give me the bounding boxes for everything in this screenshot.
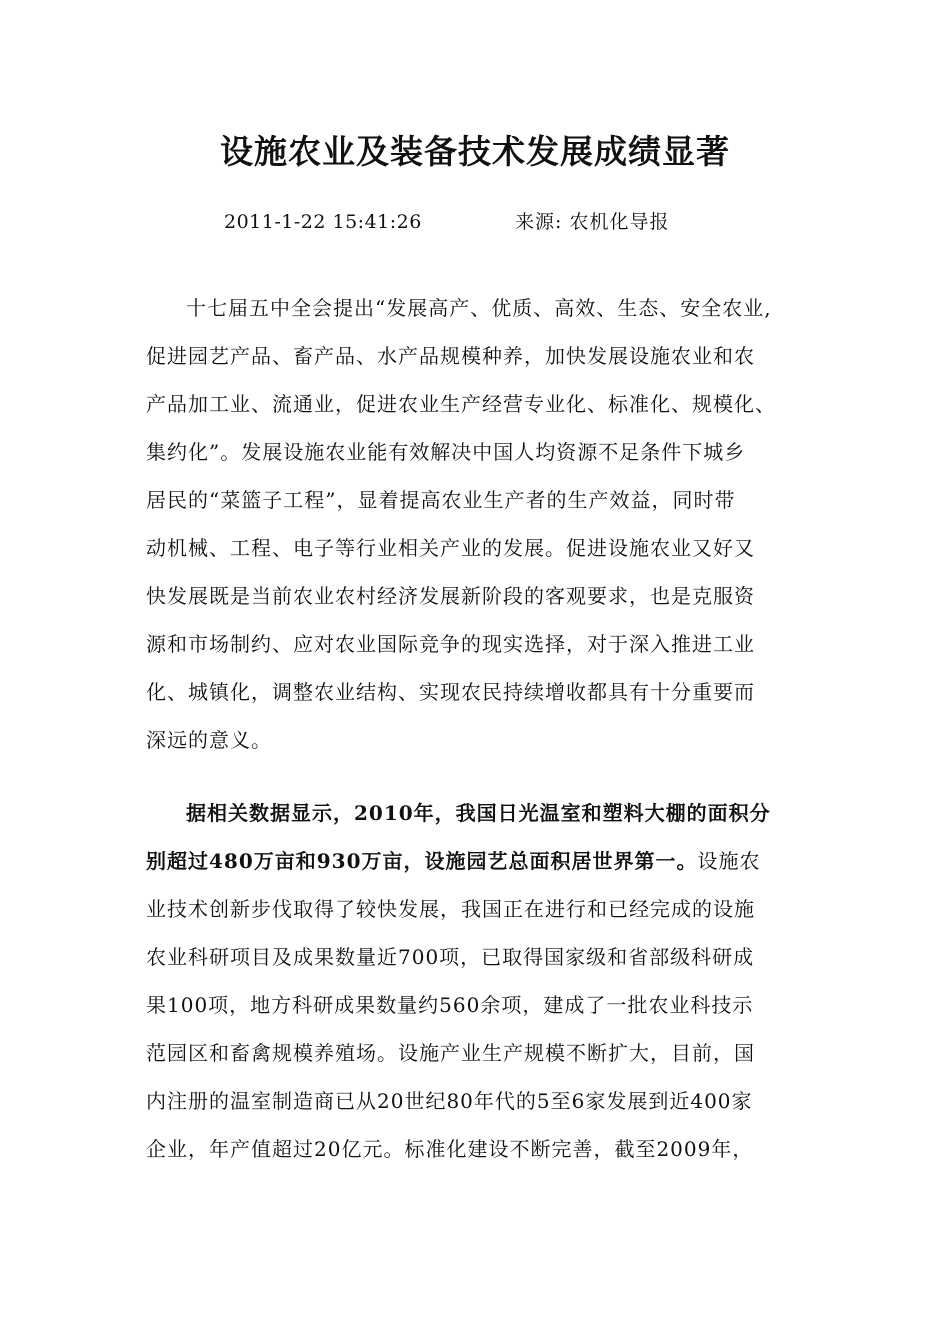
text-line: 动机械、工程、电子等行业相关产业的发展。促进设施农业又好又 [146,536,755,560]
article-body [146,288,826,1177]
highlight-text: 别超过480万亩和930万亩，设施园艺总面积居世界第一。 [146,849,698,873]
text-line: 产品加工业、流通业，促进农业生产经营专业化、标准化、规模化、 [146,392,776,416]
normal-text: 设施农 [697,849,761,873]
publish-date: 2011-1-22 15:41:26 [224,211,422,233]
text-line: 业技术创新步伐取得了较快发展，我国正在进行和已经完成的设施 [146,897,755,921]
article-title: 设施农业及装备技术发展成绩显著 [220,132,730,171]
text-line: 十七届五中全会提出“发展高产、优质、高效、生态、安全农业, [186,296,772,320]
text-line: 深远的意义。 [146,728,272,752]
text-line: 化、城镇化，调整农业结构、实现农民持续增收都具有十分重要而 [146,680,755,704]
mixed-line [146,841,826,889]
text-line: 促进园艺产品、畜产品、水产品规模种养，加快发展设施农业和农 [146,344,755,368]
text-line: 集约化”。发展设施农业能有效解决中国人均资源不足条件下城乡 [146,440,746,464]
text-line: 源和市场制约、应对农业国际竞争的现实选择，对于深入推进工业 [146,632,755,656]
text-line: 企业，年产值超过20亿元。标准化建设不断完善，截至2009年， [146,1137,754,1161]
highlight-line: 据相关数据显示，2010年，我国日光温室和塑料大棚的面积分 [186,801,771,825]
text-line: 果100项，地方科研成果数量约560余项，建成了一批农业科技示 [146,993,754,1017]
article-source: 来源: 农机化导报 [515,211,670,233]
paragraph-1 [146,288,826,768]
text-line: 内注册的温室制造商已从20世纪80年代的5至6家发展到近400家 [146,1089,753,1113]
text-line: 快发展既是当前农业农村经济发展新阶段的客观要求，也是克服资 [146,584,755,608]
text-line: 农业科研项目及成果数量近700项，已取得国家级和省部级科研成 [146,945,755,969]
paragraph-spacer [146,768,826,793]
article-meta [0,205,950,239]
text-line: 居民的“菜篮子工程”，显着提高农业生产者的生产效益，同时带 [146,488,736,512]
paragraph-2 [146,793,826,1177]
text-line: 范园区和畜禽规模养殖场。设施产业生产规模不断扩大，目前，国 [146,1041,755,1065]
